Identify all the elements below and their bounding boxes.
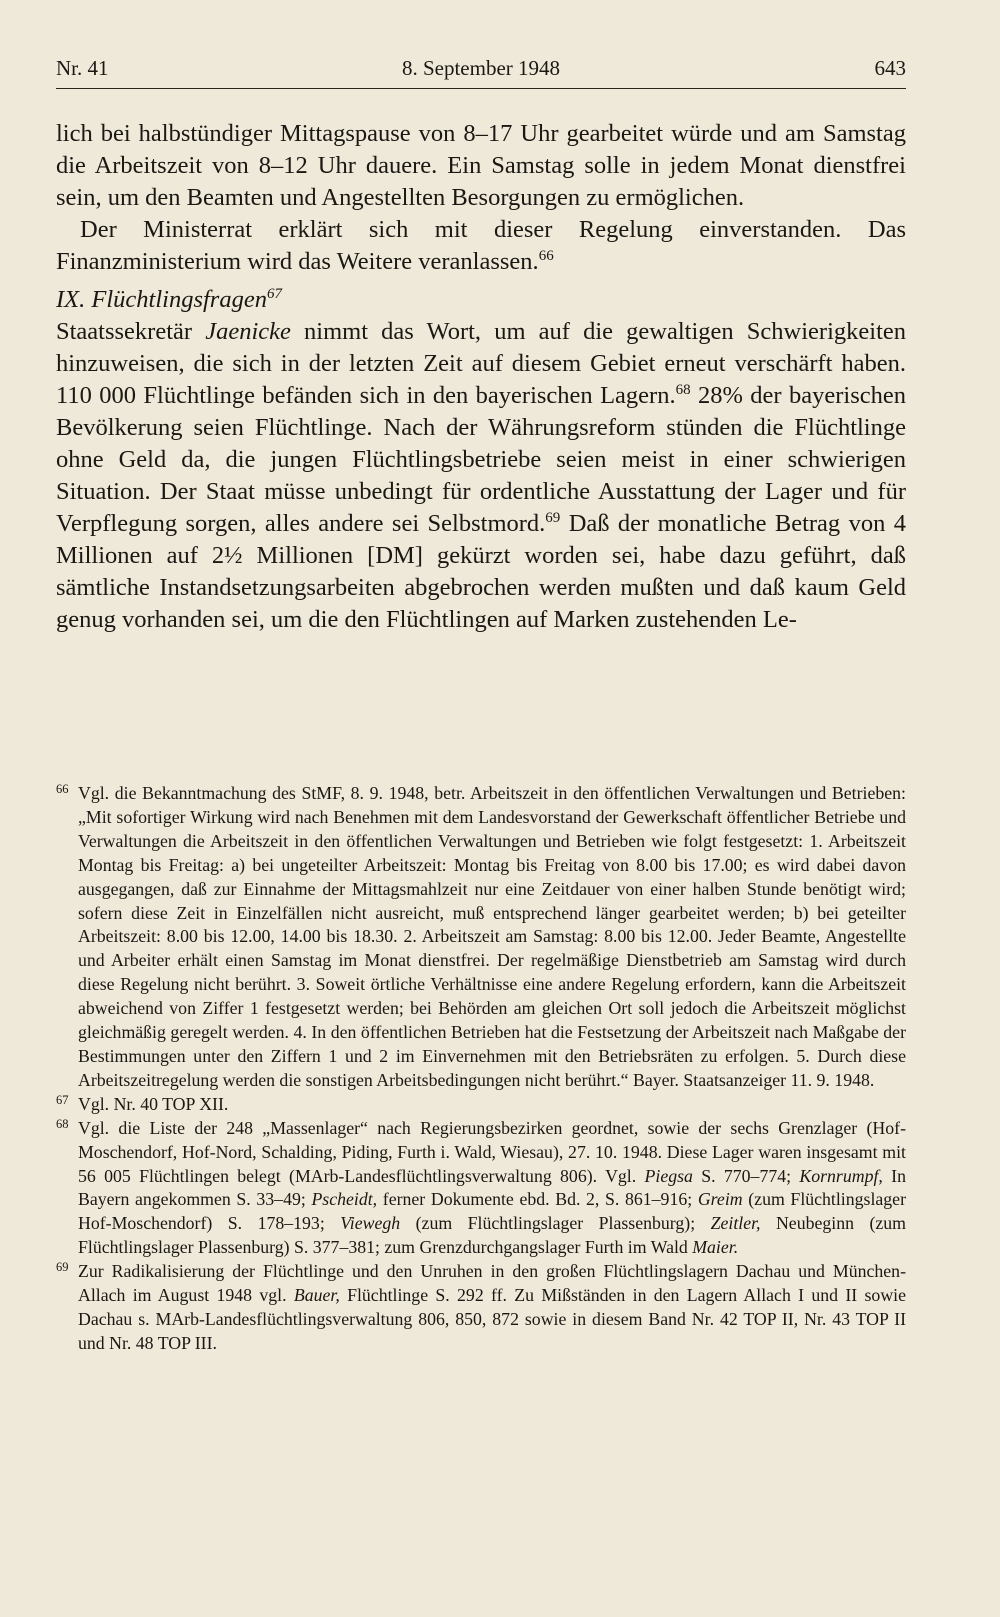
- paragraph-2: [56, 214, 906, 278]
- footnote-66-text: Vgl. die Bekanntmachung des StMF, 8. 9. 1948, betr. Arbeitszeit in den öffentlichen Verwaltungen und Betrieben: „Mit sofortiger Wirkung wird nach Benehmen mit dem Landesvorstand der Gewerkschaft öffentlicher Betriebe und Verwaltungen die Arbeitszeit in den öffentlichen Verwaltungen und Betrieben wie folgt festgesetzt: 1. Arbeitszeit Montag bis Freitag: a) bei ungeteilter Arbeitszeit: Montag bis Freitag von 8.00 bis 17.00; es wird dabei davon ausgegangen, daß zur Einnahme der Mittagsmahlzeit nur eine Zeitdauer von einer halben Stunde benötigt wird; sofern diese Zeit in Einzelfällen nicht ausreicht, muß entsprechend länger gearbeitet werden; b) bei geteilter Arbeitszeit: 8.00 bis 12.00, 14.00 bis 18.30. 2. Arbeitszeit am Samstag: 8.00 bis 12.00. Jeder Beamte, Angestellte und Arbeiter erhält einen Samstag im Monat dienstfrei. Der regelmäßige Dienstbetrieb am Samstag wird durch diese Regelung nicht berührt. 3. Soweit örtliche Verhältnisse eine andere Regelung erfordern, kann die Arbeitszeit abweichend von Ziffer 1 festgesetzt werden; bei Behörden am gleichen Ort soll jedoch die Arbeitszeit möglichst gleichmäßig geregelt werden. 4. In den öffentlichen Betrieben hat die Festsetzung der Arbeitszeit nach Maßgabe der Bestimmungen unter den Ziffern 1 und 2 im Einvernehmen mit den Betriebsräten zu erfolgen. 5. Durch diese Arbeitszeitregelung werden die sonstigen Arbeitsbedingungen nicht berührt.“ Bayer. Staatsanzeiger 11. 9. 1948.: [78, 783, 906, 1090]
- footnote-number: 66: [56, 782, 69, 796]
- section-heading: [56, 284, 906, 316]
- section-heading-text: IX. Flüchtlingsfragen: [56, 286, 267, 313]
- footnote-ref-68[interactable]: 68: [675, 382, 691, 398]
- footnote-69-text-a: Zur Radikalisierung der Flüchtlinge und den Unruhen in den großen Flüchtlingslagern Dachau und München-Allach im August 1948 vgl.: [78, 1261, 906, 1306]
- document-number: Nr. 41: [56, 56, 109, 80]
- paragraph-3-text-d: Daß der monatliche Betrag von 4 Millionen auf 2½ Millionen [DM] gekürzt worden sei, habe dazu geführt, daß sämtliche Instandsetzungsarbeiten abgebrochen werden mußten und daß kaum Geld genug vorhanden sei, um die den Flüchtlingen auf Marken zustehenden Le-: [56, 510, 906, 633]
- footnote-69-text-b: Flüchtlinge S. 292 ff. Zu Mißständen in den Lagern Allach I und II sowie Dachau s. MArb-Landesflüchtlingsverwaltung 806, 850, 872 sowie in diesem Band Nr. 42 TOP II, Nr. 43 TOP II und Nr. 48 TOP III.: [78, 1285, 906, 1353]
- author-kornrumpf: Kornrumpf,: [799, 1165, 883, 1186]
- footnote-ref-67[interactable]: 67: [266, 286, 282, 302]
- paragraph-1: lich bei halbstündiger Mittagspause von 8–17 Uhr gearbeitet würde und am Samstag die Arbeitszeit von 8–12 Uhr dauere. Ein Samstag solle in jedem Monat dienstfrei sein, um den Beamten und Angestellten Besorgungen zu ermöglichen.: [56, 120, 906, 211]
- footnote-number: 69: [56, 1260, 69, 1275]
- paragraph-3-text-a: Staatssekretär: [56, 318, 206, 345]
- footnote-ref-66[interactable]: 66: [538, 248, 554, 264]
- paragraph-3-text-c: 28% der bayerischen Bevölkerung seien Flüchtlinge. Nach der Währungsreform stünden die Flüchtlinge ohne Geld da, die jungen Flüchtlingsbetriebe seien meist in einer schwierigen Situation. Der Staat müsse unbedingt für ordentliche Ausstattung der Lager und für Verpflegung sorgen, alles andere sei Selbstmord.: [56, 382, 906, 537]
- footnote-66: [56, 782, 906, 1093]
- paragraph-3-text-b: nimmt das Wort, um auf die gewaltigen Schwierigkeiten hinzuweisen, die sich in der letzten Zeit auf diesem Gebiet erneut verschärft haben. 110 000 Flüchtlinge befänden sich in den bayerischen Lagern.: [56, 318, 907, 409]
- person-name-jaenicke: Jaenicke: [205, 318, 291, 345]
- footnote-68-text-f: (zum Flüchtlingslager Plassenburg);: [400, 1213, 711, 1234]
- paragraph-3: [56, 316, 906, 636]
- author-greim: Greim: [697, 1189, 743, 1210]
- author-piegsa: Piegsa: [644, 1165, 693, 1186]
- footnote-68-text-g: Neubeginn (zum Flüchtlingslager Plassenburg) S. 377–381; zum Grenzdurchgangslager Furth im Wald: [78, 1213, 906, 1258]
- author-pscheidt: Pscheidt,: [311, 1189, 378, 1210]
- footnote-68-text-e: (zum Flüchtlingslager Hof-Moschendorf) S. 178–193;: [78, 1189, 906, 1234]
- header-date: 8. September 1948: [401, 56, 561, 80]
- footnotes: [56, 782, 906, 1356]
- footnote-68-text-b: S. 770–774;: [692, 1165, 800, 1186]
- author-bauer: Bauer,: [293, 1285, 340, 1306]
- footnote-67: [56, 1093, 906, 1117]
- footnote-ref-69[interactable]: 69: [545, 510, 561, 526]
- main-text: [56, 118, 906, 636]
- footnote-67-text: Vgl. Nr. 40 TOP XII.: [78, 1093, 229, 1114]
- footnote-68-text-d: ferner Dokumente ebd. Bd. 2, S. 861–916;: [377, 1189, 698, 1210]
- footnote-68-text-c: In Bayern angekommen S. 33–49;: [78, 1165, 906, 1210]
- running-header: [56, 56, 906, 89]
- page-number: 643: [874, 56, 906, 80]
- footnote-68-text-a: Vgl. die Liste der 248 „Massenlager“ nach Regierungsbezirken geordnet, sowie der sechs Grenzlager (Hof-Moschendorf, Hof-Nord, Schalding, Piding, Furth i. Wald, Wiesau), 27. 10. 1948. Diese Lager waren insgesamt mit 56 005 Flüchtlingen belegt (MArb-Landesflüchtlingsverwaltung 806). Vgl.: [78, 1117, 906, 1186]
- author-maier: Maier.: [692, 1237, 739, 1258]
- footnote-69: [56, 1260, 906, 1356]
- footnote-68: [56, 1117, 906, 1260]
- author-zeitler: Zeitler,: [710, 1213, 761, 1234]
- paragraph-2-text: Der Ministerrat erklärt sich mit dieser Regelung einverstanden. Das Finanzministerium wird das Weitere veranlassen.: [56, 216, 906, 275]
- author-viewegh: Viewegh: [340, 1213, 401, 1234]
- footnote-number: 68: [56, 1116, 69, 1131]
- footnote-number: 67: [56, 1092, 69, 1107]
